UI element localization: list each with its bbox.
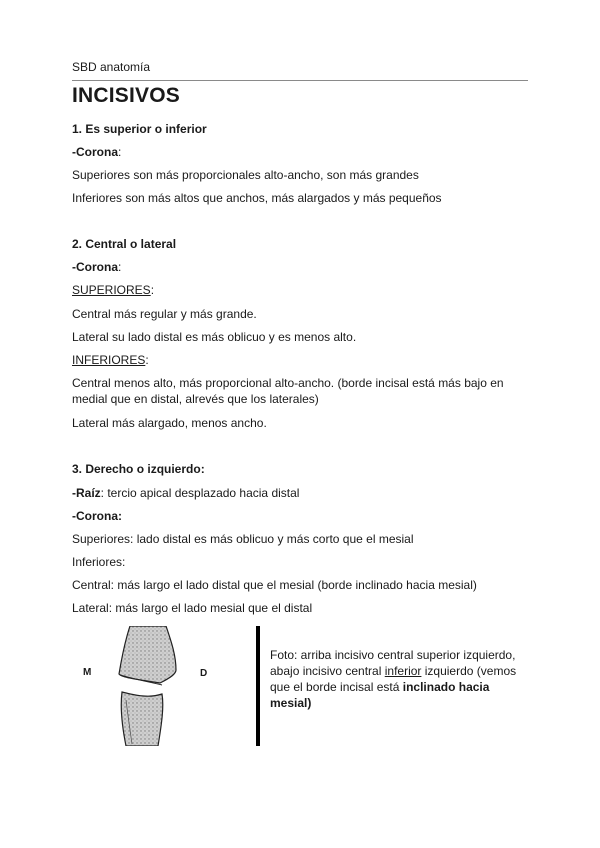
caption-bold: inclinado hacia mesial)	[270, 680, 490, 710]
inferiores-line-1: Central menos alto, más proporcional alto-ancho. (borde incisal está más bajo en medial que en distal, alrevés que los laterales)	[72, 376, 504, 406]
mesial-label: M	[83, 667, 92, 678]
distal-label: D	[200, 668, 208, 679]
section-2-heading: 2. Central o lateral	[72, 237, 177, 251]
incisor-illustration	[72, 626, 260, 746]
incisor-figure	[72, 626, 260, 746]
colon: :	[118, 145, 122, 159]
raiz-text: : tercio apical desplazado hacia distal	[100, 486, 300, 500]
caption-text-1: Foto: arriba incisivo central superior izquierdo, abajo incisivo central	[270, 648, 516, 678]
section-3-corona: -Corona:	[72, 509, 122, 523]
superiores-line-1: Central más regular y más grande.	[72, 307, 257, 321]
section-3-line-4: Lateral: más largo el lado mesial que el distal	[72, 601, 313, 615]
page-title: INCISIVOS	[72, 84, 180, 107]
document-header: SBD anatomía	[72, 60, 151, 74]
section-3-heading: 3. Derecho o izquierdo:	[72, 462, 205, 476]
section-1-corona	[72, 145, 121, 159]
superiores-line-2: Lateral su lado distal es más oblicuo y es menos alto.	[72, 330, 357, 344]
figure-divider	[256, 626, 260, 746]
caption-underlined: inferior	[384, 664, 422, 678]
section-1-line-2: Inferiores son más altos que anchos, más alargados y más pequeños	[72, 191, 442, 205]
figure-caption	[270, 647, 526, 711]
section-3-raiz	[72, 486, 299, 500]
raiz-label: -Raíz	[72, 486, 101, 500]
inferiores-label: INFERIORES	[72, 353, 146, 367]
inferiores-subheading	[72, 353, 149, 367]
colon: :	[145, 353, 149, 367]
colon: :	[150, 283, 155, 297]
superiores-subheading	[72, 283, 154, 297]
corona-label: -Corona	[72, 260, 118, 274]
section-3-line-1: Superiores: lado distal es más oblicuo y más corto que el mesial	[72, 532, 414, 546]
corona-label: -Corona	[72, 145, 118, 159]
section-3-line-2: Inferiores:	[72, 555, 126, 569]
section-1-heading: 1. Es superior o inferior	[72, 122, 207, 136]
section-1-line-1: Superiores son más proporcionales alto-ancho, son más grandes	[72, 168, 419, 182]
upper-incisor-crown	[119, 626, 176, 683]
superiores-label: SUPERIORES	[72, 283, 151, 297]
inferiores-line-2: Lateral más alargado, menos ancho.	[72, 416, 267, 430]
lower-incisor-crown	[121, 692, 163, 746]
section-3-line-3: Central: más largo el lado distal que el mesial (borde inclinado hacia mesial)	[72, 578, 477, 592]
colon: :	[118, 260, 122, 274]
caption-text-2: izquierdo (vemos que el borde incisal está	[270, 664, 517, 694]
header-divider	[72, 80, 528, 81]
section-2-corona	[72, 260, 121, 274]
